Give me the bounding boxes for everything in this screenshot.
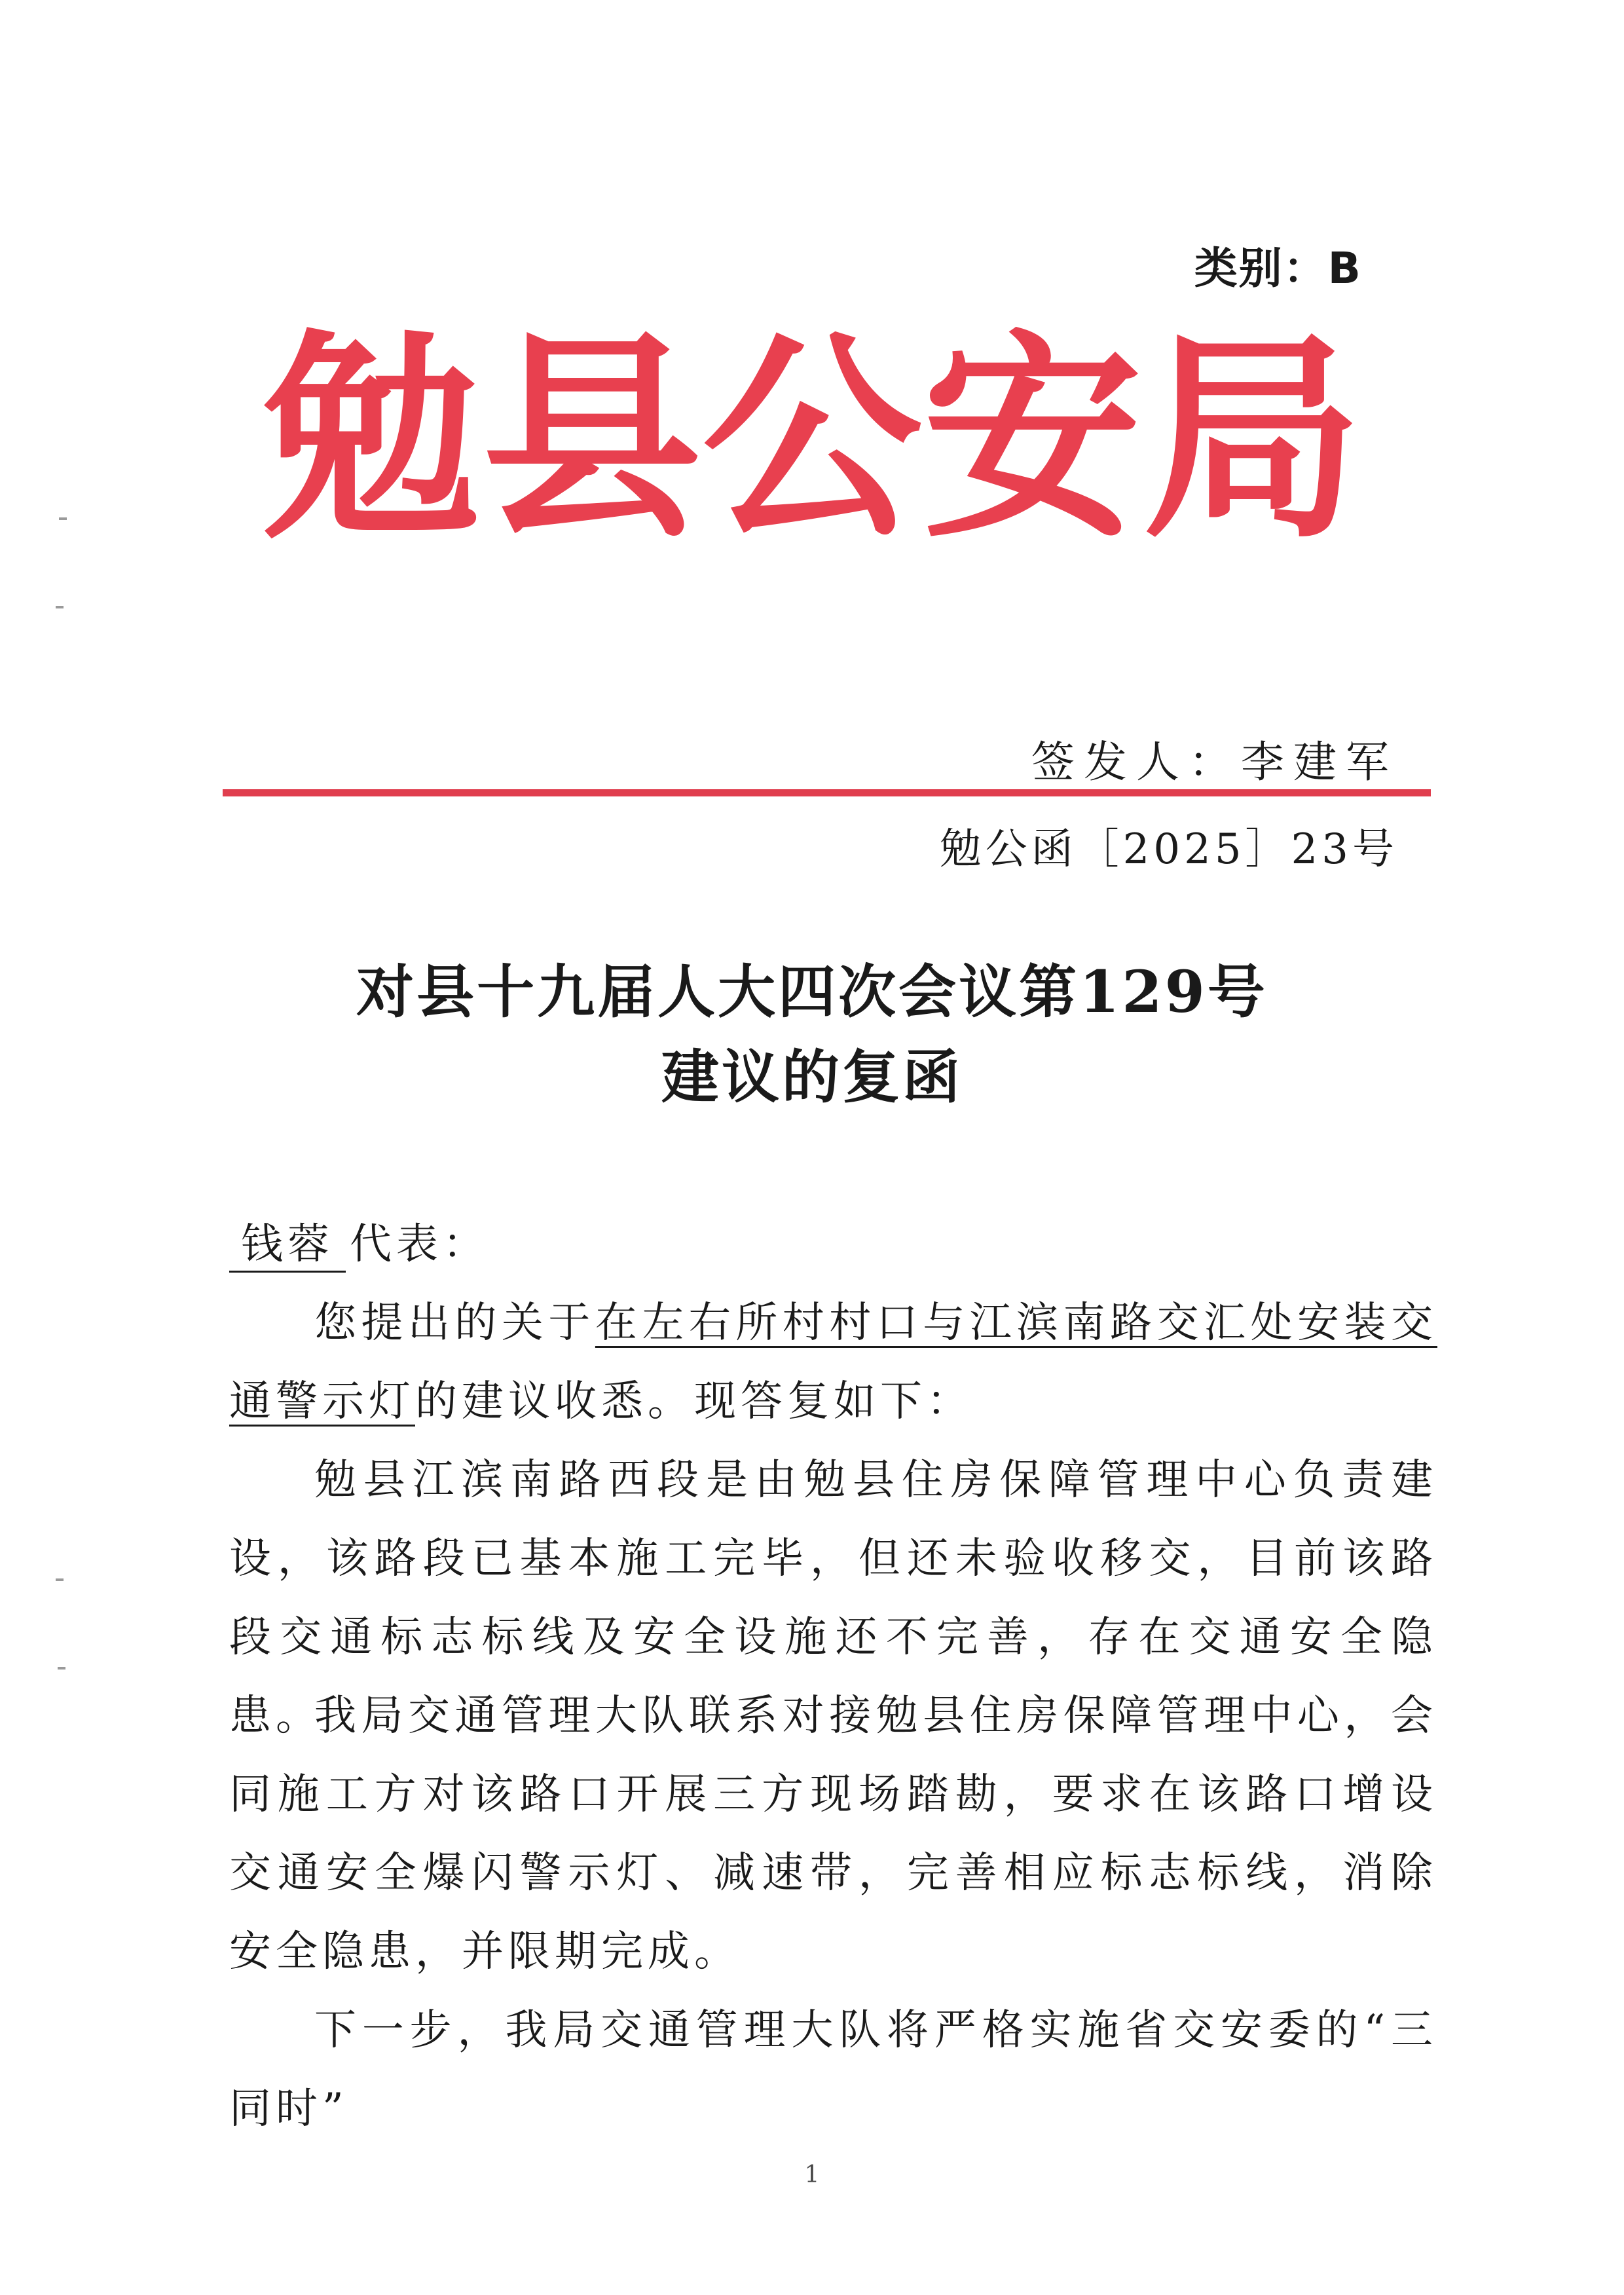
salutation bbox=[229, 1205, 1437, 1284]
masthead-char: 安 bbox=[922, 312, 1142, 568]
category-label: 类别：B bbox=[1194, 243, 1362, 293]
p1-topic-underlined: 在左右所村村口与江滨南路交汇处安装交通警示灯 bbox=[229, 1299, 1438, 1426]
salutation-suffix: 代表： bbox=[350, 1220, 489, 1269]
paragraph-1 bbox=[229, 1284, 1437, 1441]
document-title-line-2: 建议的复函 bbox=[661, 1043, 963, 1111]
red-divider bbox=[223, 789, 1431, 796]
paragraph-4: 下一步，我局交通管理大队将严格实施省交安委的“三同时” bbox=[229, 2006, 1437, 2133]
issuer-line: 签发人：李建军 bbox=[1031, 737, 1398, 787]
document-number: 勉公函［2025］23号 bbox=[939, 825, 1398, 874]
masthead-char: 公 bbox=[702, 312, 922, 568]
paragraph-3: 我局交通管理大队联系对接勉县住房保障管理中心，会同施工方对该路口开展三方现场踏勘，要求在该路口增设交通安全爆闪警示灯、减速带，完善相应标志标线，消除安全隐患，并限期完成。 bbox=[229, 1692, 1437, 1976]
masthead-char: 勉 bbox=[262, 312, 481, 568]
p1-suffix: 的建议收悉。现答复如下： bbox=[415, 1377, 973, 1426]
organization-masthead bbox=[262, 312, 1362, 568]
recipient-name: 钱蓉 bbox=[229, 1218, 346, 1273]
document-title-line-1: 对县十九届人大四次会议第129号 bbox=[356, 958, 1268, 1026]
scan-speck bbox=[59, 517, 67, 520]
p1-prefix: 您提出的关于 bbox=[314, 1299, 595, 1347]
scan-speck bbox=[56, 1578, 64, 1581]
page-number: 1 bbox=[804, 2161, 820, 2188]
scan-speck bbox=[58, 1667, 65, 1670]
masthead-char: 局 bbox=[1143, 312, 1362, 568]
scan-speck bbox=[56, 606, 64, 608]
masthead-char: 县 bbox=[482, 312, 702, 568]
paragraph-2: 勉县江滨南路西段是由勉县住房保障管理中心负责建设，该路段已基本施工完毕，但还未验收移交，目前该路段交通标志标线及安全设施还不完善，存在交通安全隐患。 bbox=[229, 1456, 1437, 1740]
